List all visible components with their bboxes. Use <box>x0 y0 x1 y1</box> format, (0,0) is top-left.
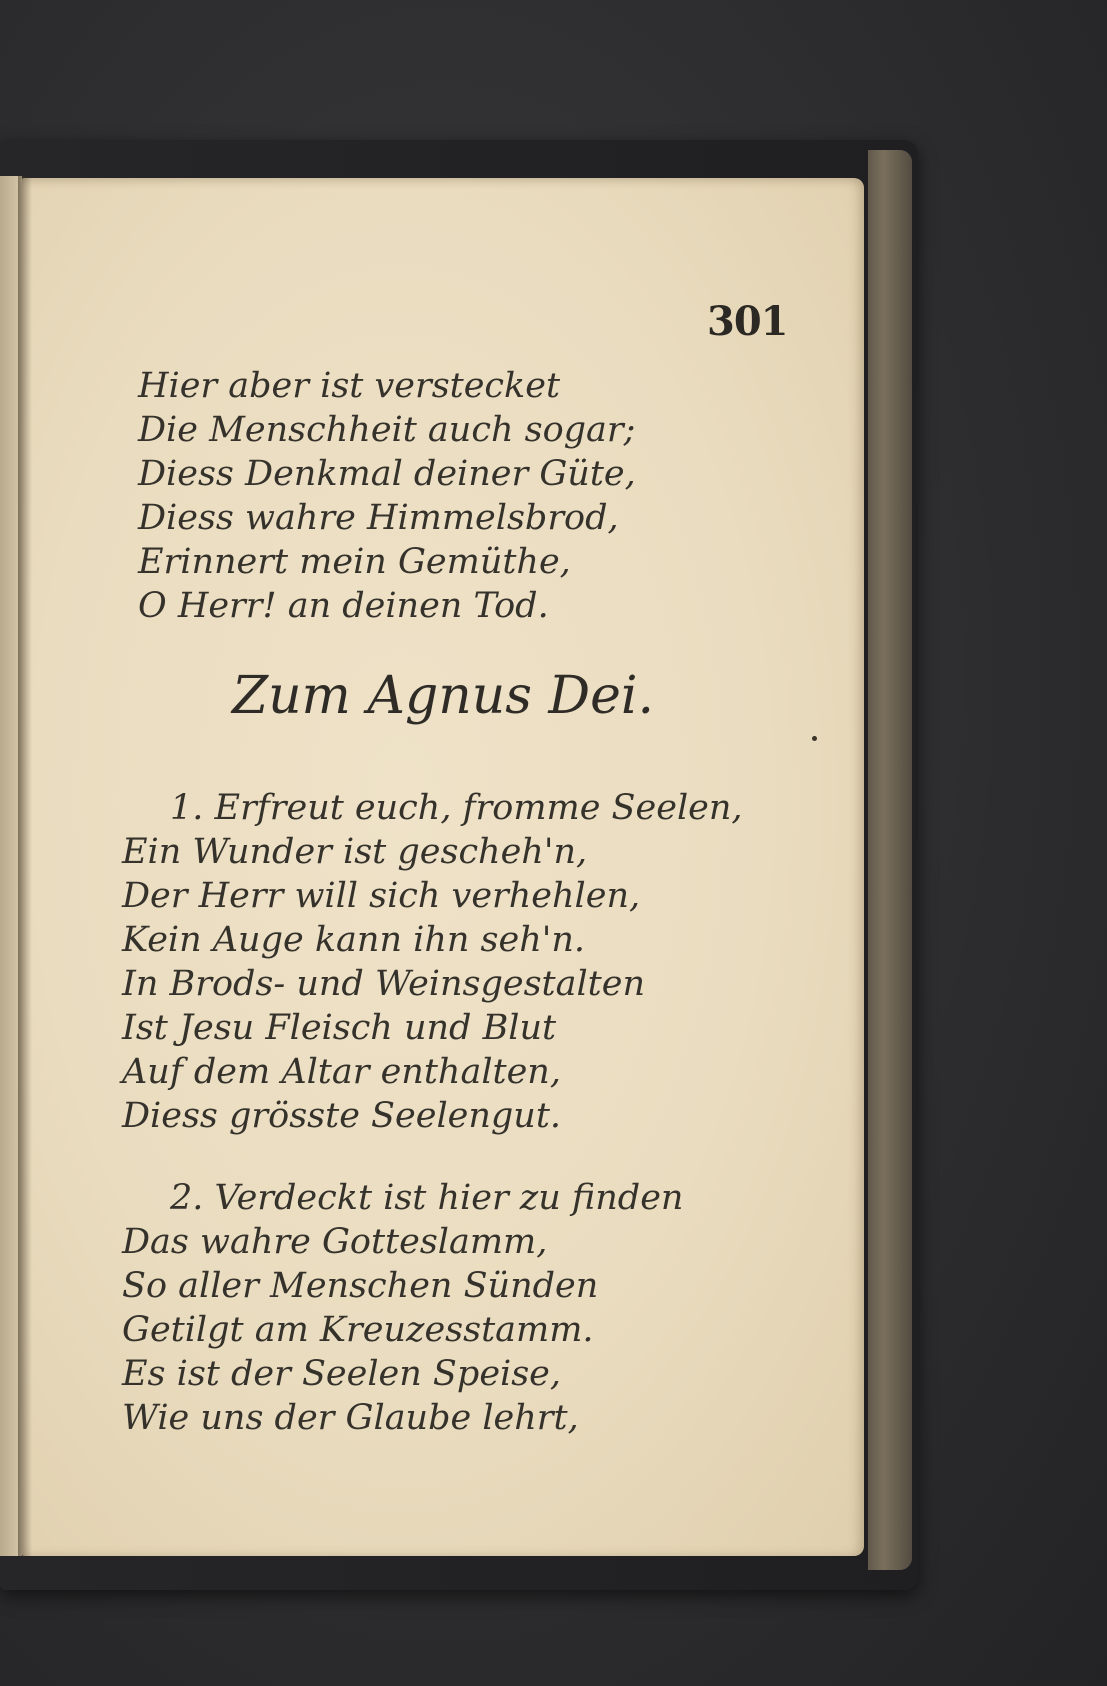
verse-line: O Herr! an deinen Tod. <box>138 586 549 626</box>
verse-line: Diess grösste Seelengut. <box>122 1096 562 1136</box>
verse-line: Getilgt am Kreuzesstamm. <box>122 1310 594 1350</box>
section-heading: Zum Agnus Dei. <box>231 666 655 726</box>
stanza-continued <box>138 364 636 628</box>
page-gutter-shadow <box>18 176 32 1556</box>
verse-line: 2. Verdeckt ist hier zu finden <box>170 1178 684 1218</box>
verse-line: Diess wahre Himmelsbrod, <box>138 498 619 538</box>
page-number: 301 <box>707 298 788 345</box>
book-page <box>22 178 864 1556</box>
verse-line: Ein Wunder ist gescheh'n, <box>122 832 588 872</box>
verse-line: 1. Erfreut euch, fromme Seelen, <box>170 788 743 828</box>
verse-line: Der Herr will sich verhehlen, <box>122 876 641 916</box>
verse-line: Das wahre Gotteslamm, <box>122 1222 548 1262</box>
verse-line: Erinnert mein Gemüthe, <box>138 542 571 582</box>
verse-line: Wie uns der Glaube lehrt, <box>122 1398 579 1438</box>
book-cover-edge <box>868 150 912 1570</box>
verse-line: Ist Jesu Fleisch und Blut <box>122 1008 557 1048</box>
stanza-2 <box>122 1176 683 1440</box>
verse-line: In Brods- und Weinsgestalten <box>122 964 646 1004</box>
verse-line: Diess Denkmal deiner Güte, <box>138 454 636 494</box>
verse-line: Auf dem Altar enthalten, <box>122 1052 561 1092</box>
verse-line: Es ist der Seelen Speise, <box>122 1354 562 1394</box>
verse-line: So aller Menschen Sünden <box>122 1266 599 1306</box>
verse-line: Hier aber ist verstecket <box>138 366 561 406</box>
verse-line: Kein Auge kann ihn seh'n. <box>122 920 586 960</box>
paper-fleck <box>812 736 817 741</box>
verse-line: Die Menschheit auch sogar; <box>138 410 636 450</box>
stanza-1 <box>122 786 743 1138</box>
